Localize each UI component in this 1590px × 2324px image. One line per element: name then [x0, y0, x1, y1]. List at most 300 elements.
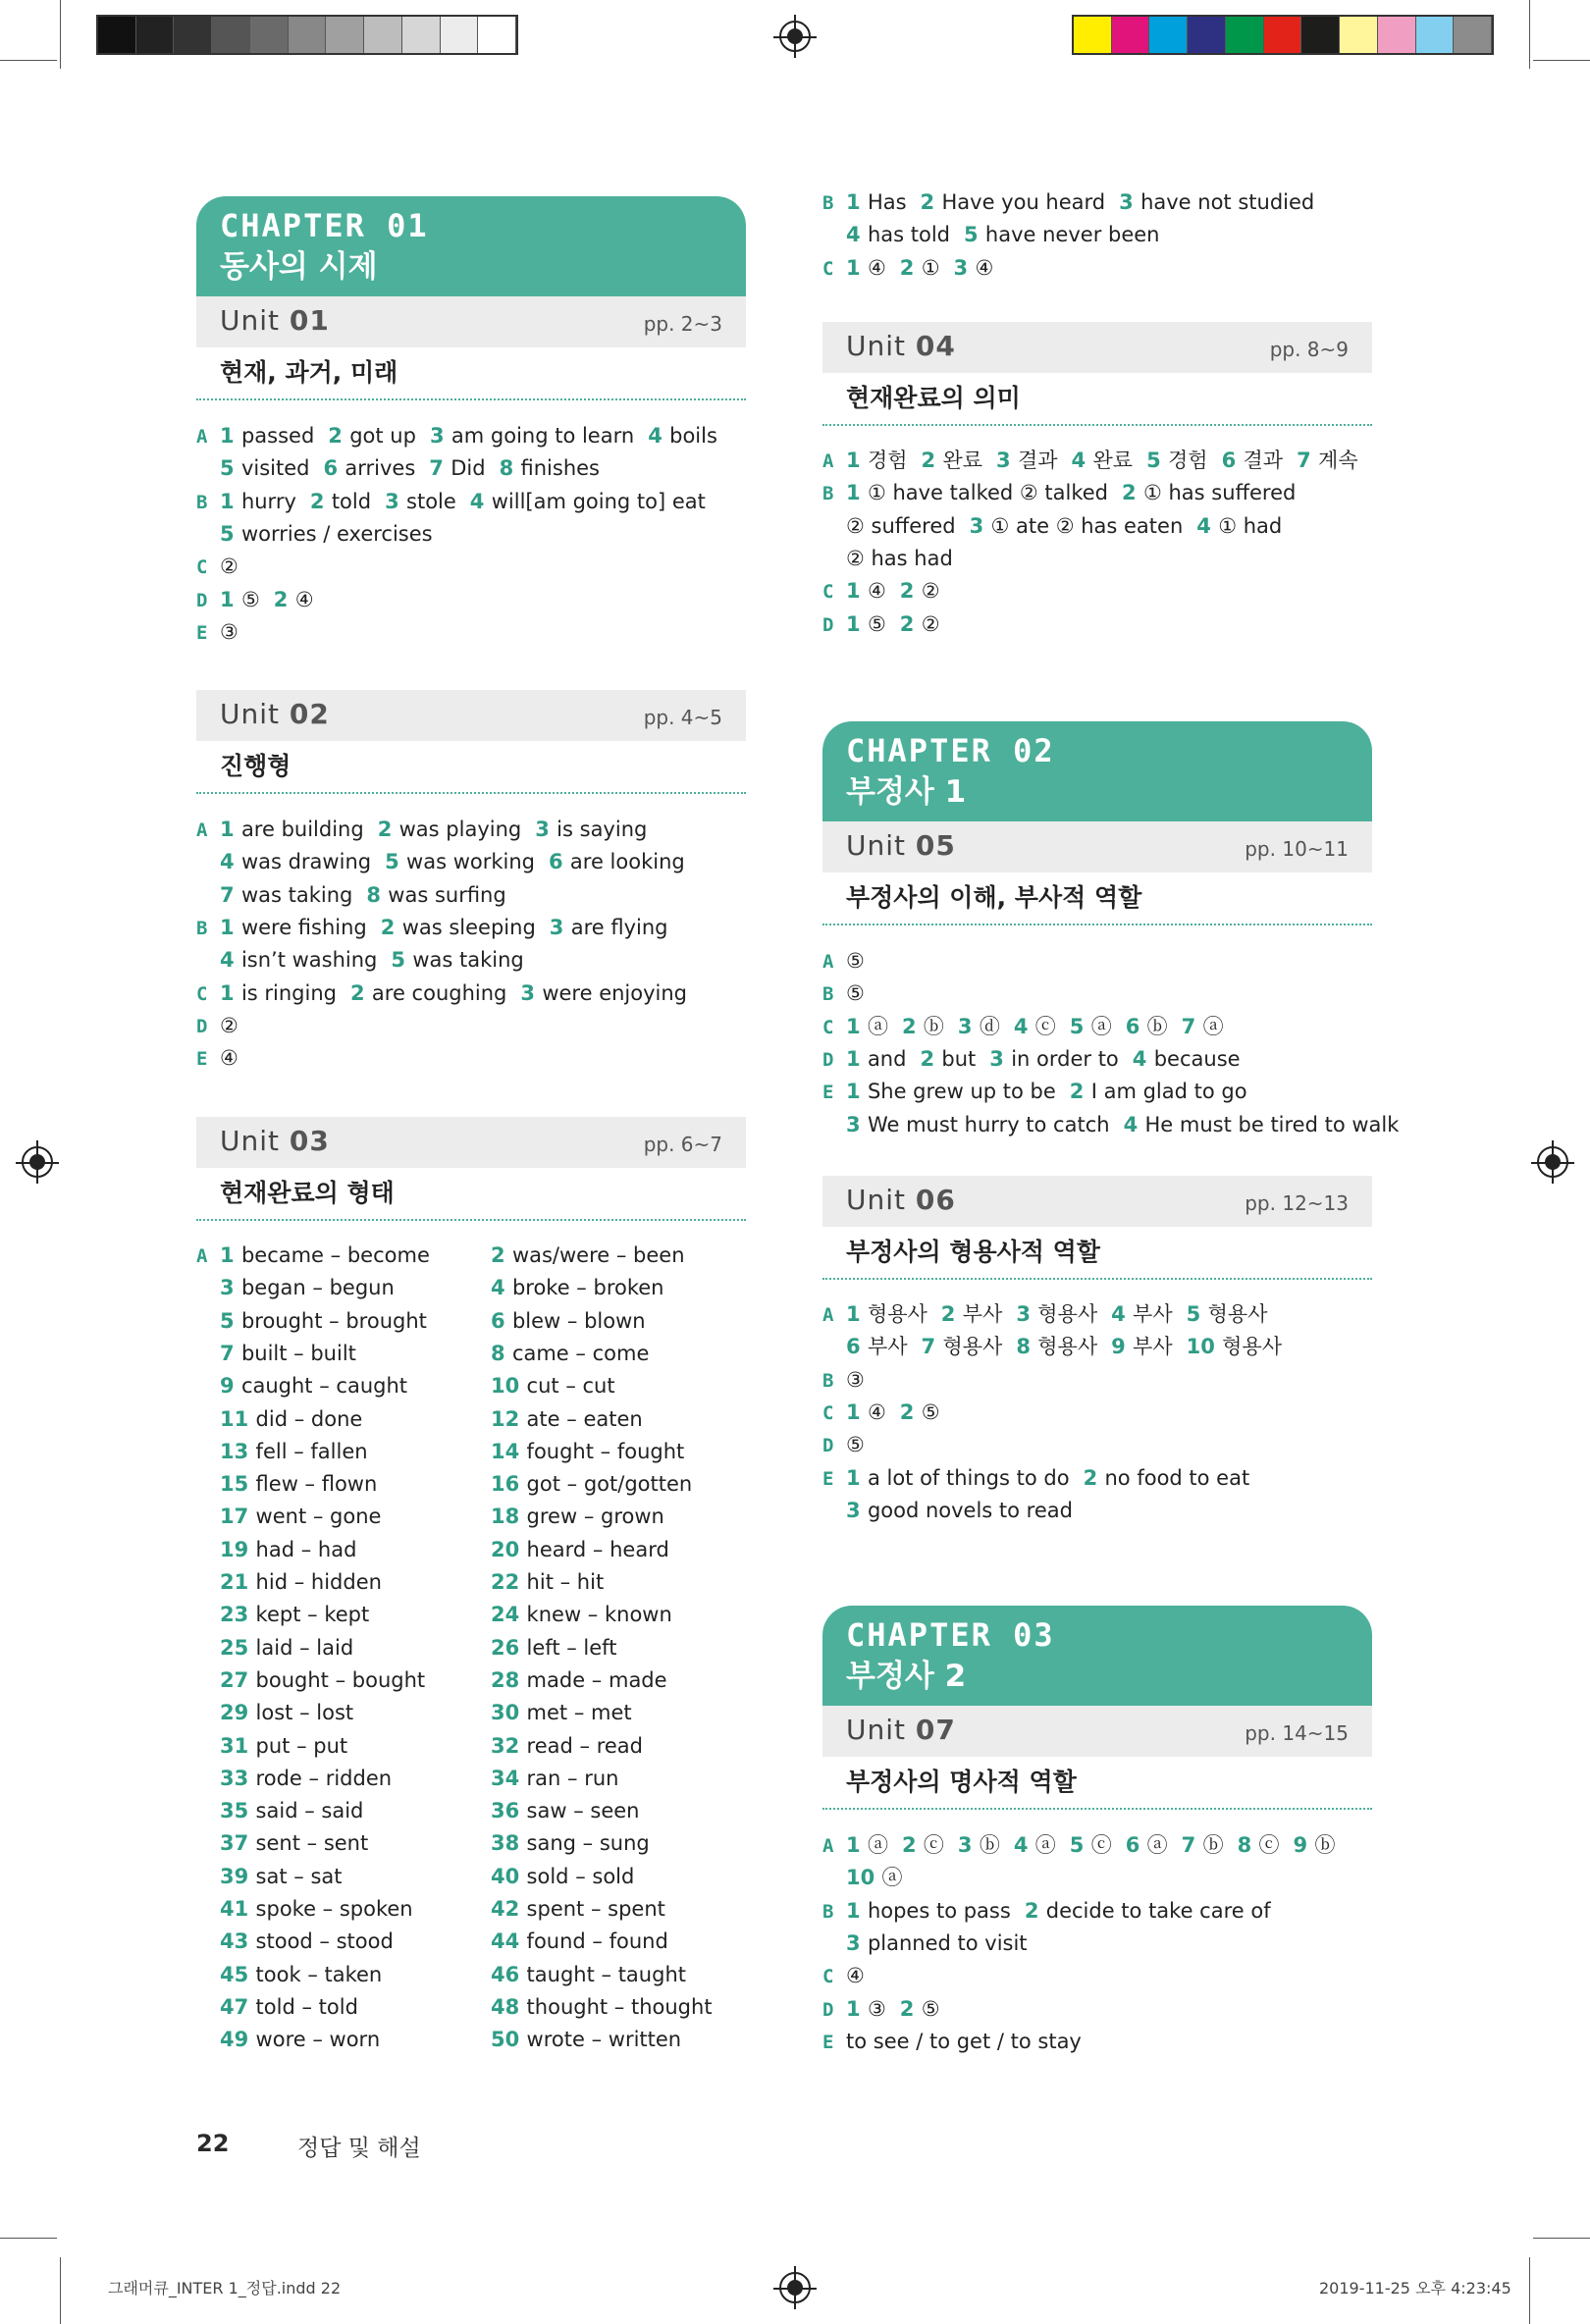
item-number: 5: [220, 1308, 241, 1333]
item-number: 33: [220, 1766, 256, 1790]
answer-line: [822, 219, 1160, 251]
verb-entry: [220, 1632, 353, 1664]
answer-text: no food to eat: [1104, 1465, 1250, 1490]
unit-title: 부정사의 이해, 부사적 역할: [822, 872, 1372, 925]
answer-line: [822, 945, 865, 978]
unit-heading: Unit 05: [846, 829, 956, 862]
past-participle: worn: [329, 2028, 381, 2052]
past-participle: bought: [351, 1667, 426, 1692]
verb-entry: [220, 1861, 343, 1893]
past-form: stood: [255, 1929, 313, 1954]
answer-text: ⓐ: [881, 1866, 903, 1890]
dash: –: [566, 1799, 591, 1823]
answer-text: 결과: [1243, 449, 1284, 472]
item-number: 38: [491, 1831, 527, 1856]
past-form: sang: [526, 1831, 576, 1856]
item-number: 4: [491, 1276, 512, 1300]
item-number: 6: [548, 850, 570, 874]
unit-bar: [196, 690, 746, 741]
answer-line: [822, 477, 1296, 510]
item-number: 1: [846, 449, 868, 472]
answer-text: ② suffered: [846, 513, 956, 538]
item-number: 6: [1125, 1833, 1147, 1857]
item-number: 3: [846, 1112, 868, 1136]
past-participle: thought: [630, 1994, 713, 2019]
item-number: 21: [220, 1570, 256, 1594]
item-number: 4: [1196, 513, 1219, 538]
verb-entry: [491, 1664, 667, 1697]
page-range: pp. 14~15: [1245, 1721, 1349, 1745]
footer-timestamp: 2019-11-25 오후 4:23:45: [1319, 2279, 1511, 2298]
verb-entry: [491, 1403, 643, 1436]
item-number: 7: [220, 1341, 241, 1365]
item-number: 2: [899, 1996, 922, 2021]
past-form: kept: [255, 1603, 301, 1627]
answer-text: We must hurry to catch: [867, 1112, 1110, 1136]
past-participle: been: [633, 1243, 685, 1267]
exercise-letter: B: [822, 983, 834, 1006]
item-number: 1: [220, 424, 241, 448]
item-number: 24: [491, 1603, 527, 1627]
answer-text: ④: [867, 579, 886, 604]
item-number: 23: [220, 1603, 256, 1627]
exercise-letter: A: [196, 426, 208, 448]
page-range: pp. 10~11: [1245, 837, 1349, 861]
answer-text: was playing: [398, 818, 522, 841]
verb-entry: [220, 1338, 356, 1370]
verb-entry: [491, 1763, 618, 1795]
chapter-title: 부정사 2: [846, 1659, 967, 1694]
answer-text: ① ate ② has eaten: [990, 513, 1184, 538]
chapter-label: CHAPTER 03: [846, 1616, 1055, 1654]
unit-title: 현재완료의 의미: [822, 373, 1372, 426]
dash: –: [577, 1505, 602, 1529]
item-number: 2: [1024, 1898, 1046, 1923]
gray-swatch: [250, 17, 289, 53]
verb-entry: [491, 1534, 669, 1566]
answer-line: [196, 944, 524, 977]
past-participle: seen: [590, 1799, 640, 1823]
item-number: 2: [309, 489, 332, 513]
dash: –: [581, 1603, 605, 1627]
dash: –: [300, 1603, 325, 1627]
item-number: 43: [220, 1929, 256, 1954]
dash: –: [306, 1505, 331, 1529]
exercise-letter: B: [196, 491, 208, 513]
exercise-letter: [196, 1240, 220, 1273]
verb-entry: [220, 1959, 382, 1991]
registration-mark-icon: [36, 1140, 38, 1184]
answer-text: 형용사: [942, 1335, 1003, 1359]
verb-entry: [220, 1697, 353, 1729]
answer-text: ⓐ: [1034, 1833, 1056, 1857]
exercise-letter: A: [822, 1304, 834, 1326]
gray-swatch: [326, 17, 364, 53]
answer-line: [822, 1076, 1247, 1109]
item-number: 8: [366, 882, 389, 907]
answer-text: ⑤: [867, 611, 886, 636]
dash: –: [584, 1897, 609, 1921]
answer-text: 완료: [942, 449, 983, 472]
past-form: knew: [526, 1603, 582, 1627]
answer-text: isn’t washing: [240, 948, 378, 973]
answer-text: 경험: [867, 449, 908, 472]
item-number: 3: [1016, 1302, 1038, 1326]
past-participle: laid: [316, 1635, 354, 1660]
item-number: 9: [1293, 1833, 1315, 1857]
registration-mark-icon: [794, 15, 796, 58]
item-number: 8: [1016, 1335, 1038, 1359]
dash: –: [299, 1831, 324, 1856]
exercise-letter: E: [822, 2031, 834, 2053]
verb-entry: [220, 1305, 427, 1338]
item-number: 3: [846, 1498, 868, 1522]
answer-line: [822, 2026, 1082, 2059]
item-number: 35: [220, 1799, 256, 1823]
past-form: wore: [255, 2028, 306, 2052]
unit-title: 현재, 과거, 미래: [196, 347, 746, 400]
item-number: 17: [220, 1505, 256, 1529]
dash: –: [312, 1929, 337, 1954]
item-number: 10: [846, 1866, 882, 1890]
crop-mark: [1529, 0, 1530, 69]
unit-title: 부정사의 명사적 역할: [822, 1757, 1372, 1810]
verb-entry: [491, 1370, 615, 1402]
dash: –: [553, 1570, 577, 1594]
past-form: made: [526, 1667, 586, 1692]
answer-text: were fishing: [240, 915, 367, 939]
answer-text: have never been: [984, 223, 1160, 247]
item-number: 4: [220, 948, 241, 973]
answer-line: [822, 977, 865, 1011]
grayscale-calibration-bar: [96, 15, 518, 55]
past-participle: lost: [316, 1701, 354, 1725]
answer-text: ⓒ: [923, 1833, 944, 1857]
gray-swatch: [212, 17, 250, 53]
answer-text: ③: [220, 619, 238, 644]
answer-line: [822, 1495, 1073, 1527]
verb-entry: [491, 1436, 684, 1468]
item-number: 20: [491, 1537, 527, 1561]
answer-line: [822, 445, 1358, 478]
past-form: sat: [255, 1864, 288, 1888]
color-swatch: [1074, 17, 1112, 53]
verb-entry: [220, 1501, 381, 1533]
past-participle: cut: [582, 1374, 615, 1399]
unit-title: 진행형: [196, 741, 746, 794]
past-form: hit: [526, 1570, 554, 1594]
answer-text: boils: [669, 424, 717, 448]
item-number: 6: [323, 456, 345, 481]
gray-swatch: [174, 17, 212, 53]
verb-entry: [220, 1795, 363, 1827]
past-participle: stood: [336, 1929, 394, 1954]
item-number: 2: [377, 818, 399, 841]
gray-swatch: [364, 17, 402, 53]
verb-entry: [220, 1991, 358, 2024]
past-participle: hit: [576, 1570, 605, 1594]
dash: –: [323, 1243, 347, 1267]
item-number: 19: [220, 1537, 256, 1561]
verb-entry: [491, 1697, 632, 1729]
answer-line: [196, 486, 706, 519]
item-number: 4: [648, 424, 670, 448]
verb-entry: [220, 1566, 382, 1599]
answer-line: [196, 814, 647, 847]
answer-text: are looking: [569, 850, 685, 874]
item-number: 8: [1237, 1833, 1259, 1857]
past-participle: put: [313, 1733, 348, 1758]
color-swatch: [1340, 17, 1378, 53]
registration-mark-icon: [1552, 1140, 1554, 1184]
past-participle: gone: [330, 1505, 382, 1529]
item-number: 7: [1297, 449, 1319, 472]
unit-bar: [822, 1176, 1372, 1227]
crop-mark: [0, 2238, 57, 2239]
exercise-letter: D: [196, 589, 208, 611]
past-participle: told: [318, 1994, 358, 2019]
answer-text: got up: [349, 424, 416, 448]
past-form: spent: [526, 1897, 585, 1921]
item-number: 3: [957, 1833, 980, 1857]
item-number: 1: [846, 481, 868, 505]
dash: –: [300, 1962, 325, 1986]
item-number: 9: [220, 1374, 241, 1399]
answer-text: was surfing: [388, 882, 506, 907]
past-participle: begun: [329, 1276, 395, 1300]
item-number: 2: [491, 1243, 512, 1267]
unit-heading: Unit 06: [846, 1184, 956, 1216]
answer-text: ⓓ: [979, 1014, 1000, 1038]
answer-text: ②: [921, 579, 940, 604]
answer-text: ⓑ: [1146, 1014, 1168, 1038]
past-form: was/were: [511, 1243, 610, 1267]
verb-entry: [491, 1893, 665, 1926]
gray-swatch: [402, 17, 441, 53]
verb-entry: [220, 1403, 362, 1436]
past-participle: taken: [324, 1962, 383, 1986]
answer-text: Have you heard: [941, 190, 1106, 214]
item-number: 5: [1069, 1014, 1091, 1038]
item-number: 4: [1013, 1014, 1035, 1038]
item-number: 2: [920, 1046, 942, 1071]
past-form: cut: [526, 1374, 559, 1399]
answer-text: ②: [921, 611, 940, 636]
answer-line: [822, 252, 993, 286]
dash: –: [305, 2028, 330, 2052]
past-form: bought: [255, 1667, 329, 1692]
past-form: saw: [526, 1799, 567, 1823]
verb-entry: [491, 1827, 650, 1860]
item-number: 1: [220, 980, 241, 1005]
answer-line: [822, 1331, 1282, 1363]
color-swatch: [1416, 17, 1455, 53]
past-participle: made: [608, 1667, 667, 1692]
dash: –: [559, 1472, 584, 1497]
answer-line: [822, 1397, 940, 1430]
verb-entry: [220, 1893, 413, 1926]
verb-entry: [491, 1305, 646, 1338]
answer-text: ② has had: [846, 546, 953, 570]
answer-text: is ringing: [240, 980, 337, 1005]
item-number: 2: [901, 1014, 924, 1038]
item-number: 2: [899, 1400, 922, 1424]
past-form: came: [511, 1341, 569, 1365]
item-number: 3: [385, 489, 407, 513]
answer-text: are flying: [570, 915, 668, 939]
verb-entry: [491, 1338, 649, 1370]
answer-text: ④: [220, 1046, 238, 1071]
answer-text: ③: [846, 1367, 865, 1392]
past-participle: sold: [592, 1864, 635, 1888]
answer-text: and: [867, 1046, 907, 1071]
item-number: 1: [846, 1400, 868, 1424]
past-participle: broken: [593, 1276, 664, 1300]
chapter-title: 동사의 시제: [220, 249, 378, 285]
item-number: 1: [846, 1046, 868, 1071]
answer-text: ④: [846, 1964, 865, 1988]
answer-line: [822, 1862, 903, 1894]
item-number: 3: [969, 513, 991, 538]
dash: –: [292, 1635, 317, 1660]
past-form: heard: [526, 1537, 587, 1561]
footer-filename: 그래머큐_INTER 1_정답.indd 22: [108, 2279, 342, 2298]
item-number: 2: [273, 587, 295, 611]
past-form: taught: [526, 1962, 595, 1986]
verb-entry: [491, 1861, 634, 1893]
past-participle: eaten: [583, 1406, 643, 1431]
answer-text: hurry: [240, 489, 296, 513]
item-number: 1: [846, 579, 868, 604]
past-form: flew: [255, 1472, 298, 1497]
exercise-letter: A: [822, 951, 834, 973]
past-form: built: [240, 1341, 288, 1365]
answer-text: Has: [867, 190, 907, 214]
item-number: 1: [846, 1080, 868, 1104]
answer-text: ⑤: [240, 587, 260, 611]
past-participle: ridden: [325, 1766, 393, 1790]
color-swatch: [1112, 17, 1150, 53]
item-number: 7: [220, 882, 241, 907]
item-number: 10: [1186, 1335, 1223, 1359]
unit-bar: [196, 296, 746, 347]
gray-swatch: [136, 17, 175, 53]
item-number: 41: [220, 1897, 256, 1921]
item-number: 3: [996, 449, 1018, 472]
dash: –: [312, 1374, 337, 1399]
dash: –: [559, 1635, 584, 1660]
past-participle: met: [591, 1701, 632, 1725]
item-number: 1: [220, 818, 241, 841]
color-swatch: [1454, 17, 1492, 53]
unit-bar: [822, 322, 1372, 373]
item-number: 18: [491, 1505, 527, 1529]
item-number: 3: [953, 255, 976, 280]
past-form: told: [255, 1994, 295, 2019]
color-swatch: [1264, 17, 1302, 53]
answer-text: decide to take care of: [1045, 1898, 1271, 1923]
exercise-letter: E: [822, 1467, 834, 1490]
answer-line: [196, 452, 600, 485]
past-participle: left: [583, 1635, 617, 1660]
past-participle: flown: [321, 1472, 378, 1497]
item-number: 2: [1069, 1080, 1091, 1104]
crop-mark: [0, 60, 57, 61]
item-number: 49: [220, 2028, 256, 2052]
answer-text: ① have talked ② talked: [867, 481, 1109, 505]
answer-text: ⓑ: [979, 1833, 1000, 1857]
past-participle: fallen: [310, 1439, 368, 1463]
item-number: 5: [220, 456, 241, 481]
answer-text: I am glad to go: [1090, 1080, 1247, 1104]
answer-text: to see / to get / to stay: [846, 2029, 1082, 2053]
item-number: 6: [1125, 1014, 1147, 1038]
verb-entry: [220, 1664, 425, 1697]
past-form: rode: [255, 1766, 302, 1790]
verb-entry: [491, 1566, 604, 1599]
answer-text: 형용사: [1207, 1302, 1268, 1326]
answer-text: ⓐ: [1146, 1833, 1168, 1857]
past-form: ate: [526, 1406, 560, 1431]
answer-text: ⓐ: [1202, 1014, 1224, 1038]
dash: –: [290, 1733, 314, 1758]
dash: –: [297, 1472, 322, 1497]
answer-text: was sleeping: [401, 915, 536, 939]
exercise-letter: E: [196, 621, 208, 644]
verb-entry: [220, 1436, 368, 1468]
dash: –: [585, 1929, 610, 1954]
item-number: 14: [491, 1439, 527, 1463]
exercise-letter: B: [822, 1900, 834, 1923]
item-number: 15: [220, 1472, 256, 1497]
footer-section: 정답 및 해설: [297, 2136, 421, 2161]
item-number: 7: [429, 456, 451, 481]
answer-text: 경험: [1168, 449, 1208, 472]
past-form: blew: [511, 1308, 561, 1333]
item-number: 5: [1146, 449, 1168, 472]
item-number: 1: [846, 255, 868, 280]
exercise-letter: D: [196, 1015, 208, 1037]
crop-mark: [1533, 60, 1590, 61]
dash: –: [584, 2028, 609, 2052]
item-number: 7: [1181, 1833, 1203, 1857]
page-range: pp. 8~9: [1269, 338, 1349, 361]
dash: –: [568, 1341, 593, 1365]
past-form: fought: [526, 1439, 594, 1463]
exercise-letter: C: [196, 982, 208, 1005]
item-number: 2: [1083, 1465, 1105, 1490]
item-number: 40: [491, 1864, 527, 1888]
registration-mark-icon: [794, 2266, 796, 2309]
page-number: 22: [196, 2130, 230, 2157]
dash: –: [610, 1243, 634, 1267]
answer-text: ① has suffered: [1142, 481, 1297, 505]
answer-line: [196, 879, 506, 912]
item-number: 2: [899, 611, 922, 636]
item-number: 37: [220, 1831, 256, 1856]
gray-swatch: [441, 17, 479, 53]
item-number: 5: [1186, 1302, 1208, 1326]
item-number: 1: [846, 611, 868, 636]
past-participle: blown: [584, 1308, 646, 1333]
item-number: 22: [491, 1570, 527, 1594]
item-number: 4: [1013, 1833, 1035, 1857]
past-participle: sent: [323, 1831, 369, 1856]
answer-text: ⓒ: [1258, 1833, 1280, 1857]
item-number: 47: [220, 1994, 256, 2019]
answer-text: ⓑ: [1202, 1833, 1224, 1857]
answer-text: ⓐ: [867, 1014, 888, 1038]
